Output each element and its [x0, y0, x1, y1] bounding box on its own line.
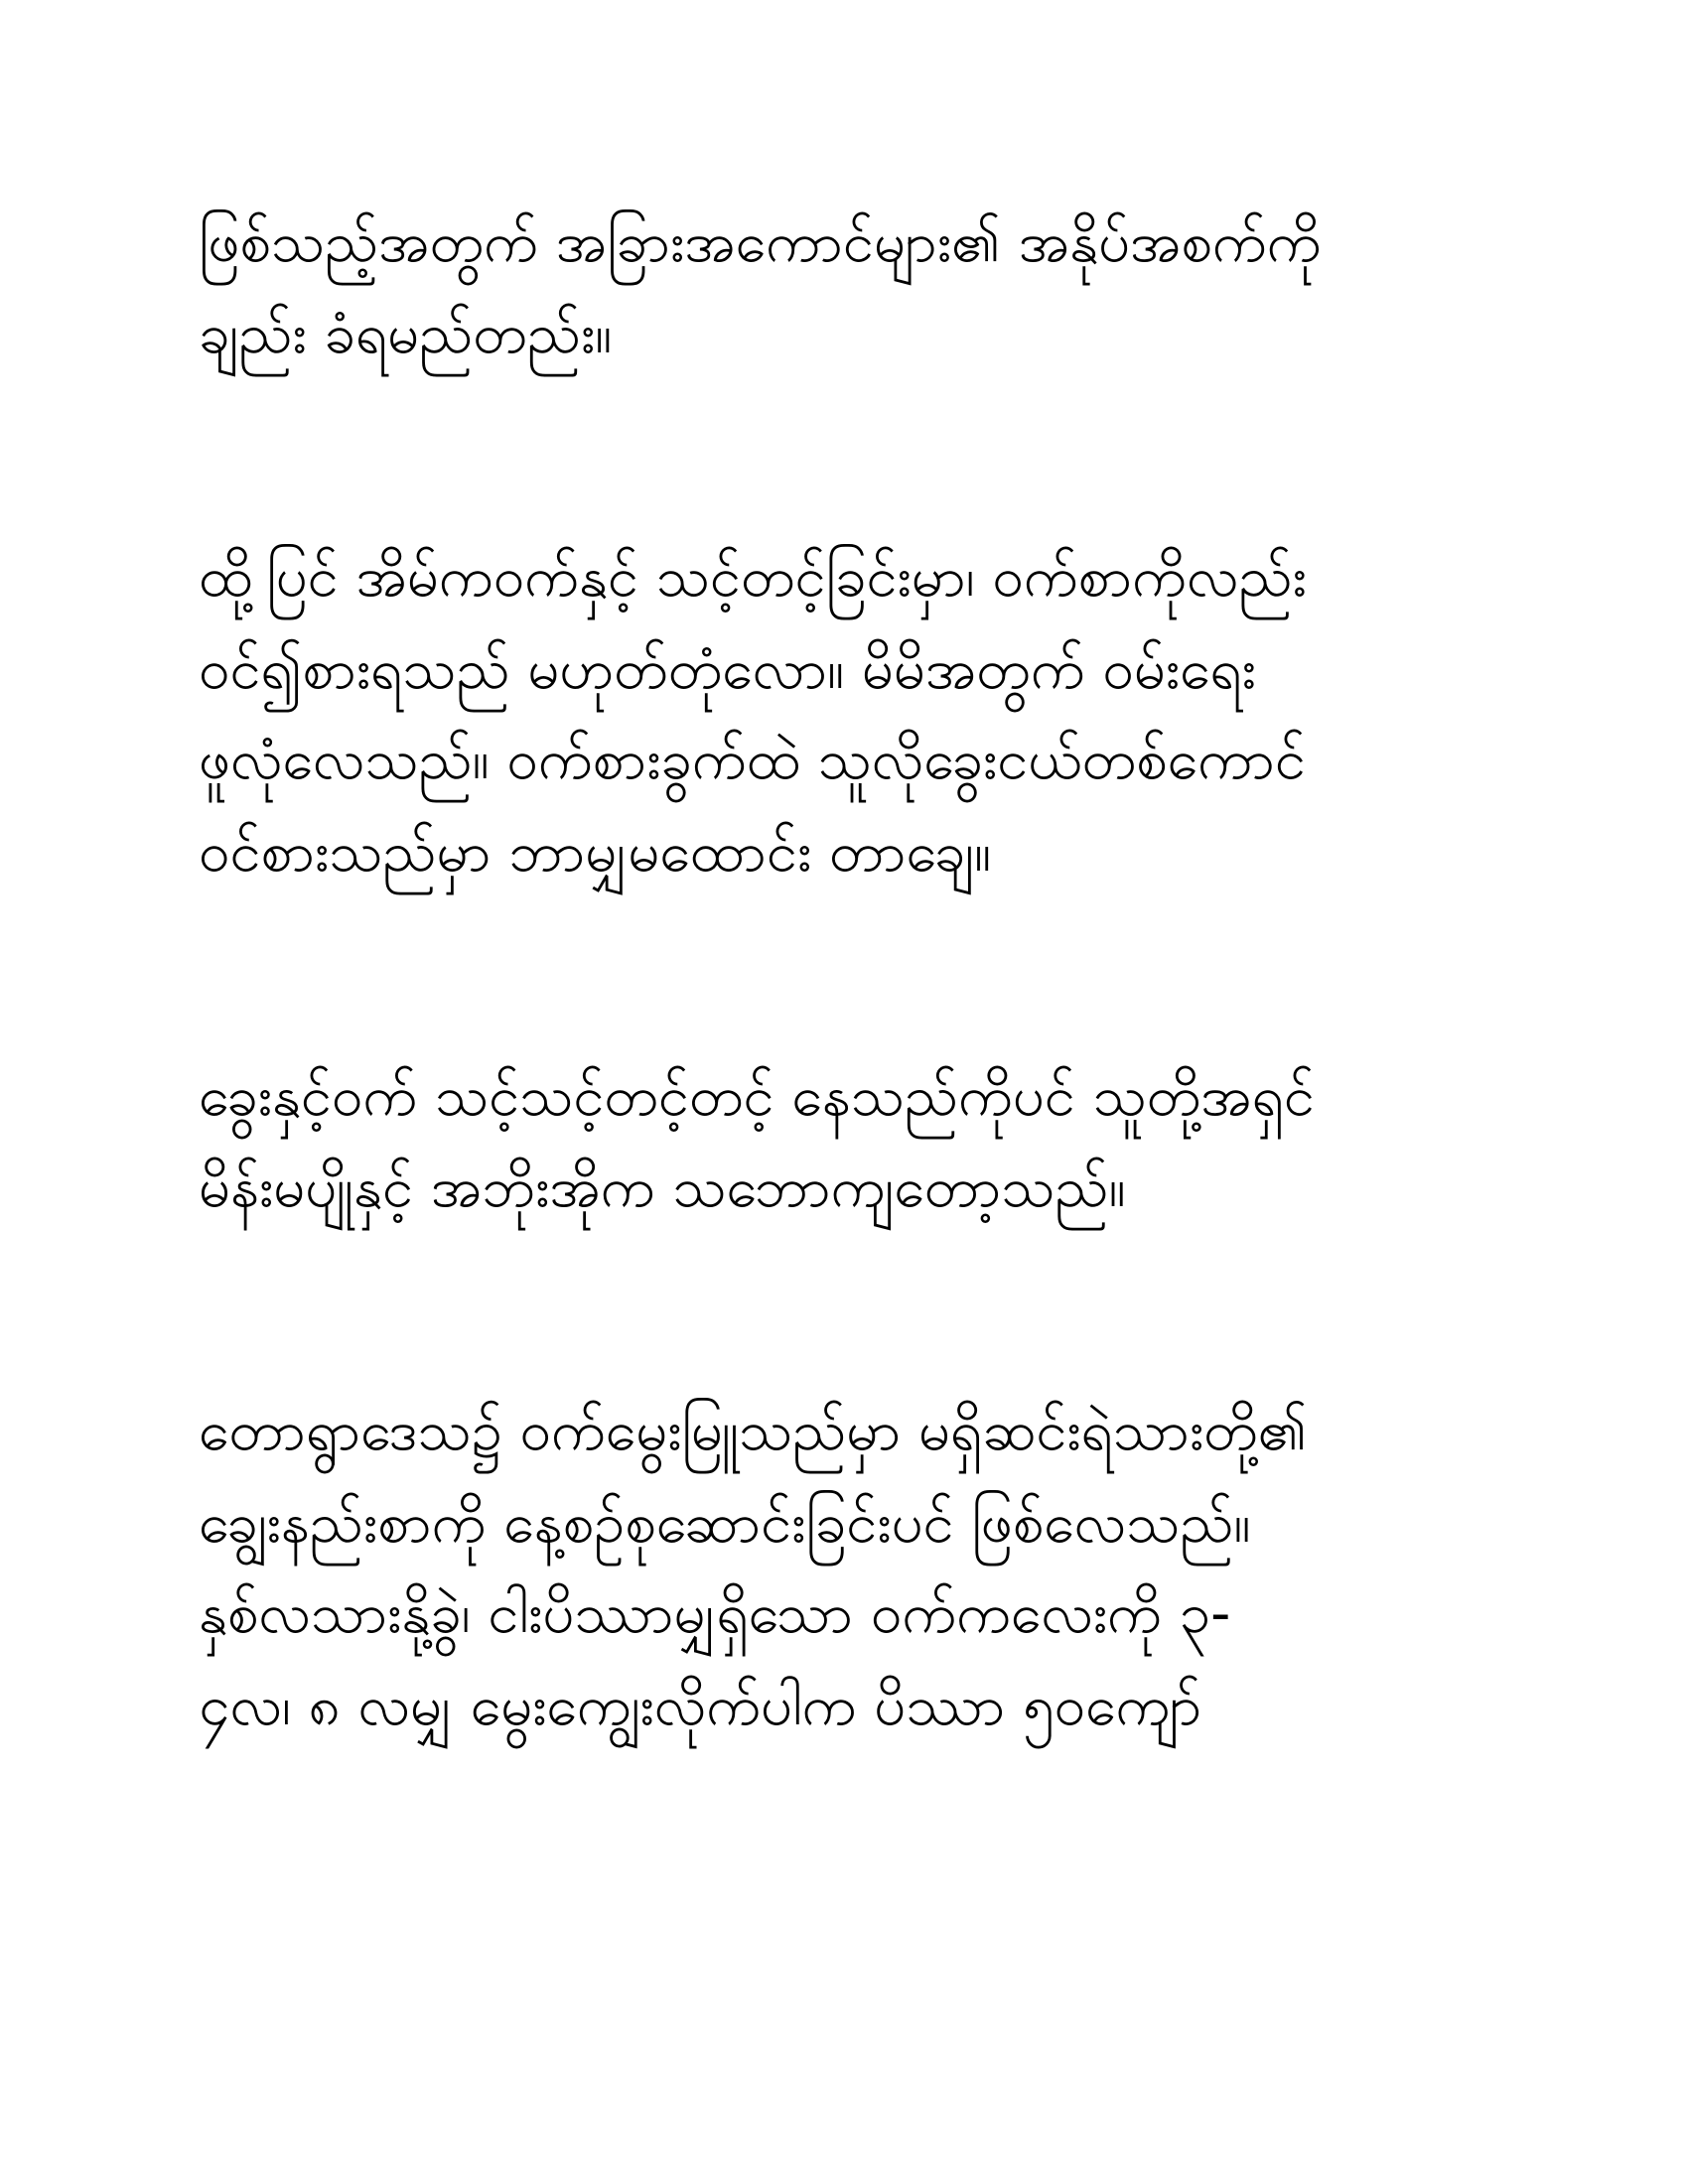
paragraph-2-line-2: ဝင်၍စားရသည် မဟုတ်တုံလော။ မိမိအတွက် ဝမ်းရေး — [199, 637, 1256, 702]
paragraph-1-line-2: ချည်း ခံရမည်တည်း။ — [199, 302, 613, 366]
paragraph-4-line-2: ချွေးနည်းစာကို နေ့စဉ်စုဆောင်းခြင်းပင် ဖြစ်လေသည်။ — [199, 1491, 1251, 1556]
paragraph-3-line-2: မိန်းမပျိုနှင့် အဘိုးအိုက သဘောကျတော့သည်။ — [199, 1156, 1126, 1220]
paragraph-4-line-3: နှစ်လသားနို့ခွဲ၊ ငါးပိဿာမျှရှိသော ဝက်ကလေးကို ၃- — [199, 1581, 1231, 1646]
paragraph-2-line-1: ထို့ပြင် အိမ်ကဝက်နှင့် သင့်တင့်ခြင်းမှာ၊ ဝက်စာကိုလည်း — [199, 545, 1307, 610]
paragraph-4-line-1: တောရွာဒေသ၌ ဝက်မွေးမြူသည်မှာ မရှိဆင်းရဲသားတို့၏ — [199, 1399, 1308, 1463]
paragraph-3-line-1: ခွေးနှင့်ဝက် သင့်သင့်တင့်တင့် နေသည်ကိုပင် သူတို့အရှင် — [199, 1064, 1315, 1129]
paragraph-4-line-4: ၄လ၊ ၈ လမျှ မွေးကျွေးလိုက်ပါက ပိဿာ ၅၀ကျော် — [199, 1674, 1202, 1738]
paragraph-2-line-3: ဖူလုံလေသည်။ ဝက်စားခွက်ထဲ သူလိုခွေးငယ်တစ်ကောင် — [199, 728, 1306, 792]
paragraph-2-line-4: ဝင်စားသည်မှာ ဘာမျှမထောင်း တာချေ။ — [199, 820, 992, 885]
paragraph-1-line-1: ဖြစ်သည့်အတွက် အခြားအကောင်များ၏ အနိုပ်အစက်ကို — [199, 210, 1322, 275]
